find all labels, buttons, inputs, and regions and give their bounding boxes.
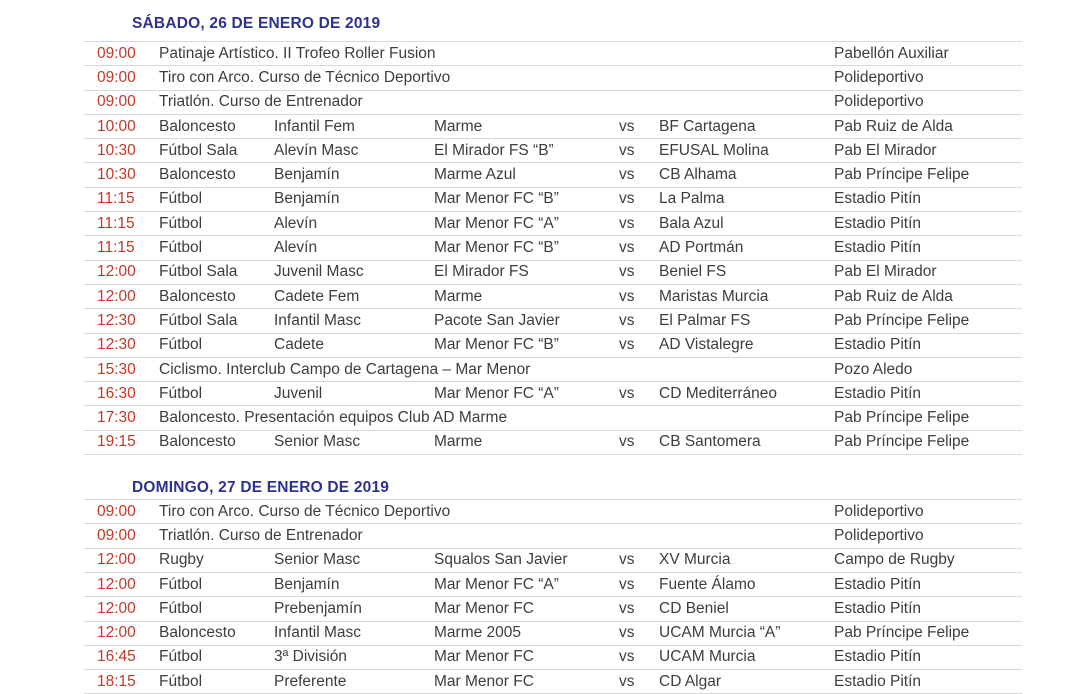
event-time: 15:30 (97, 360, 136, 378)
vs-label: vs (619, 433, 635, 451)
schedule (84, 0, 1022, 694)
schedule-row (84, 138, 1022, 162)
vs-label: vs (619, 599, 635, 617)
away-team: Maristas Murcia (659, 287, 769, 305)
day-table (84, 499, 1022, 694)
home-team: Marme (434, 433, 483, 451)
away-team: EFUSAL Molina (659, 141, 769, 159)
vs-label: vs (619, 166, 635, 184)
venue-label: Pozo Aledo (834, 360, 913, 378)
schedule-row (84, 572, 1022, 596)
sport-label: Baloncesto (159, 624, 236, 642)
sport-label: Baloncesto (159, 433, 236, 451)
category-label: Benjamín (274, 166, 340, 184)
event-time: 12:00 (97, 287, 136, 305)
home-team: Marme Azul (434, 166, 516, 184)
venue-label: Estadio Pitín (834, 575, 922, 593)
schedule-row (84, 669, 1022, 693)
vs-label: vs (619, 263, 635, 281)
event-time: 10:00 (97, 117, 136, 135)
category-label: Benjamín (274, 190, 340, 208)
away-team: Bala Azul (659, 214, 724, 232)
event-description: Tiro con Arco. Curso de Técnico Deportivo (159, 68, 451, 86)
schedule-row (84, 308, 1022, 332)
venue-label: Pabellón Auxiliar (834, 44, 949, 62)
event-time: 18:15 (97, 672, 136, 690)
schedule-row (84, 405, 1022, 429)
away-team: AD Vistalegre (659, 336, 754, 354)
sport-label: Baloncesto (159, 166, 236, 184)
vs-label: vs (619, 190, 635, 208)
vs-label: vs (619, 648, 635, 666)
away-team: CD Mediterráneo (659, 384, 778, 402)
home-team: El Mirador FS “B” (434, 141, 554, 159)
home-team: Squalos San Javier (434, 551, 568, 569)
away-team: CB Alhama (659, 166, 737, 184)
home-team: Mar Menor FC (434, 648, 534, 666)
category-label: Juvenil (274, 384, 323, 402)
event-time: 09:00 (97, 44, 136, 62)
vs-label: vs (619, 575, 635, 593)
schedule-row (84, 621, 1022, 645)
away-team: Beniel FS (659, 263, 727, 281)
vs-label: vs (619, 117, 635, 135)
schedule-row (84, 162, 1022, 186)
home-team: Marme 2005 (434, 624, 522, 642)
home-team: Pacote San Javier (434, 311, 560, 329)
away-team: El Palmar FS (659, 311, 751, 329)
venue-label: Estadio Pitín (834, 214, 922, 232)
schedule-row (84, 430, 1022, 454)
schedule-row (84, 41, 1022, 65)
event-time: 09:00 (97, 526, 136, 544)
venue-label: Estadio Pitín (834, 190, 922, 208)
sport-label: Fútbol (159, 190, 203, 208)
event-time: 12:30 (97, 311, 136, 329)
sport-label: Fútbol (159, 648, 203, 666)
home-team: Mar Menor FC “B” (434, 336, 559, 354)
away-team: La Palma (659, 190, 725, 208)
event-time: 10:30 (97, 141, 136, 159)
category-label: Infantil Fem (274, 117, 355, 135)
category-label: Prebenjamín (274, 599, 362, 617)
venue-label: Pab Príncipe Felipe (834, 409, 970, 427)
sport-label: Fútbol (159, 214, 203, 232)
sport-label: Baloncesto (159, 287, 236, 305)
event-time: 11:15 (97, 214, 135, 232)
schedule-row (84, 357, 1022, 381)
vs-label: vs (619, 384, 635, 402)
sport-label: Baloncesto (159, 117, 236, 135)
home-team: Mar Menor FC (434, 672, 534, 690)
home-team: El Mirador FS (434, 263, 529, 281)
sport-label: Fútbol (159, 599, 203, 617)
sport-label: Rugby (159, 551, 204, 569)
venue-label: Pab Príncipe Felipe (834, 311, 970, 329)
sport-label: Fútbol Sala (159, 263, 238, 281)
venue-label: Campo de Rugby (834, 551, 955, 569)
away-team: XV Murcia (659, 551, 731, 569)
event-time: 17:30 (97, 409, 136, 427)
category-label: 3ª División (274, 648, 347, 666)
event-description: Triatlón. Curso de Entrenador (159, 526, 363, 544)
schedule-row (84, 235, 1022, 259)
category-label: Alevín (274, 214, 318, 232)
away-team: CB Santomera (659, 433, 761, 451)
event-description: Tiro con Arco. Curso de Técnico Deportivo (159, 502, 451, 520)
venue-label: Estadio Pitín (834, 648, 922, 666)
event-time: 12:00 (97, 599, 136, 617)
event-description: Ciclismo. Interclub Campo de Cartagena – Mar Menor (159, 360, 531, 378)
venue-label: Estadio Pitín (834, 599, 922, 617)
day-block (84, 0, 1022, 455)
schedule-row (84, 333, 1022, 357)
sport-label: Fútbol (159, 672, 203, 690)
category-label: Infantil Masc (274, 624, 362, 642)
category-label: Cadete (274, 336, 324, 354)
home-team: Mar Menor FC “B” (434, 190, 559, 208)
schedule-row (84, 645, 1022, 669)
event-time: 16:45 (97, 648, 136, 666)
schedule-row (84, 65, 1022, 89)
venue-label: Estadio Pitín (834, 336, 922, 354)
venue-label: Polideportivo (834, 93, 924, 111)
event-description: Triatlón. Curso de Entrenador (159, 93, 363, 111)
vs-label: vs (619, 624, 635, 642)
category-label: Alevín (274, 239, 318, 257)
home-team: Mar Menor FC “A” (434, 384, 559, 402)
sport-label: Fútbol Sala (159, 311, 238, 329)
venue-label: Pab Príncipe Felipe (834, 624, 970, 642)
schedule-row (84, 90, 1022, 114)
event-time: 09:00 (97, 502, 136, 520)
home-team: Marme (434, 287, 483, 305)
venue-label: Polideportivo (834, 68, 924, 86)
vs-label: vs (619, 311, 635, 329)
away-team: AD Portmán (659, 239, 744, 257)
sport-label: Fútbol (159, 575, 203, 593)
home-team: Mar Menor FC (434, 599, 534, 617)
venue-label: Estadio Pitín (834, 239, 922, 257)
category-label: Alevín Masc (274, 141, 359, 159)
venue-label: Polideportivo (834, 526, 924, 544)
event-description: Patinaje Artístico. II Trofeo Roller Fusion (159, 44, 436, 62)
day-block (84, 477, 1022, 694)
vs-label: vs (619, 141, 635, 159)
vs-label: vs (619, 336, 635, 354)
event-time: 11:15 (97, 190, 135, 208)
sport-label: Fútbol (159, 239, 203, 257)
event-time: 09:00 (97, 68, 136, 86)
home-team: Mar Menor FC “A” (434, 575, 559, 593)
event-time: 12:00 (97, 551, 136, 569)
away-team: UCAM Murcia (659, 648, 756, 666)
schedule-row (84, 114, 1022, 138)
category-label: Infantil Masc (274, 311, 362, 329)
away-team: BF Cartagena (659, 117, 756, 135)
vs-label: vs (619, 672, 635, 690)
sport-label: Fútbol Sala (159, 141, 238, 159)
schedule-row (84, 187, 1022, 211)
venue-label: Pab Príncipe Felipe (834, 166, 970, 184)
away-team: CD Beniel (659, 599, 729, 617)
event-time: 09:00 (97, 93, 136, 111)
event-time: 12:00 (97, 575, 136, 593)
away-team: CD Algar (659, 672, 722, 690)
venue-label: Pab Ruiz de Alda (834, 287, 953, 305)
event-time: 19:15 (97, 433, 136, 451)
venue-label: Polideportivo (834, 502, 924, 520)
category-label: Senior Masc (274, 551, 361, 569)
schedule-row (84, 523, 1022, 547)
event-time: 16:30 (97, 384, 136, 402)
away-team: UCAM Murcia “A” (659, 624, 781, 642)
day-title: SÁBADO, 26 DE ENERO DE 2019 (132, 15, 381, 32)
vs-label: vs (619, 287, 635, 305)
home-team: Mar Menor FC “B” (434, 239, 559, 257)
schedule-row (84, 499, 1022, 523)
vs-label: vs (619, 551, 635, 569)
home-team: Marme (434, 117, 483, 135)
schedule-row (84, 260, 1022, 284)
home-team: Mar Menor FC “A” (434, 214, 559, 232)
category-label: Senior Masc (274, 433, 361, 451)
event-time: 12:00 (97, 624, 136, 642)
schedule-row (84, 211, 1022, 235)
venue-label: Pab El Mirador (834, 263, 937, 281)
event-time: 11:15 (97, 239, 135, 257)
venue-label: Pab El Mirador (834, 141, 937, 159)
category-label: Benjamín (274, 575, 340, 593)
schedule-row (84, 381, 1022, 405)
sport-label: Fútbol (159, 336, 203, 354)
event-description: Baloncesto. Presentación equipos Club AD Marme (159, 409, 508, 427)
schedule-row (84, 548, 1022, 572)
schedule-row (84, 596, 1022, 620)
venue-label: Estadio Pitín (834, 672, 922, 690)
day-table (84, 41, 1022, 455)
category-label: Juvenil Masc (274, 263, 364, 281)
venue-label: Pab Ruiz de Alda (834, 117, 953, 135)
schedule-row (84, 284, 1022, 308)
event-time: 12:30 (97, 336, 136, 354)
event-time: 12:00 (97, 263, 136, 281)
category-label: Cadete Fem (274, 287, 360, 305)
vs-label: vs (619, 214, 635, 232)
venue-label: Pab Príncipe Felipe (834, 433, 970, 451)
venue-label: Estadio Pitín (834, 384, 922, 402)
vs-label: vs (619, 239, 635, 257)
sport-label: Fútbol (159, 384, 203, 402)
day-title: DOMINGO, 27 DE ENERO DE 2019 (132, 479, 390, 497)
category-label: Preferente (274, 672, 347, 690)
event-time: 10:30 (97, 166, 136, 184)
away-team: Fuente Álamo (659, 575, 756, 593)
